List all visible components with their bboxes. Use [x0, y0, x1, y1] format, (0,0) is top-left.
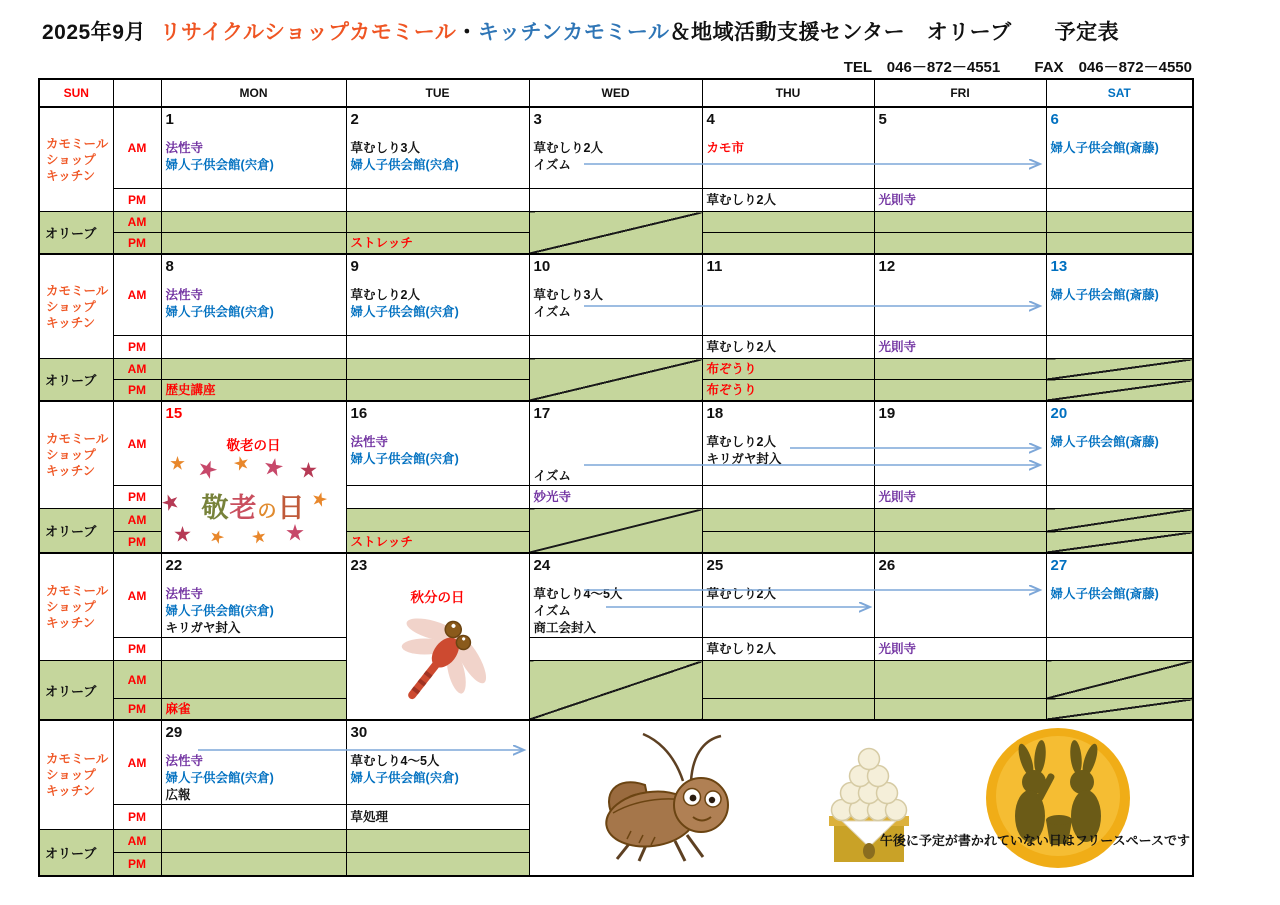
day-25-olive-pm-cell	[702, 699, 874, 721]
header-row	[39, 79, 1193, 107]
week-5-am-row	[39, 720, 1193, 805]
pm-label: PM	[113, 486, 161, 509]
day-12-pm-cell	[874, 336, 1046, 359]
day-8-olive-am-cell	[161, 359, 346, 380]
day-2-olive-pm-cell	[346, 233, 529, 255]
day-3-am-cell	[529, 107, 702, 189]
olive-pm-event: ストレッチ	[350, 535, 413, 549]
week-2-pm-row	[39, 336, 1193, 359]
am-event	[530, 451, 702, 468]
day-13-pm-cell	[1046, 336, 1193, 359]
camomile-label	[39, 720, 113, 830]
day-number: 5	[878, 111, 887, 128]
holiday-name: 秋分の日	[410, 590, 465, 605]
day-17-pm-cell	[529, 486, 702, 509]
day-number: 18	[706, 405, 724, 422]
am-event: イズム	[533, 305, 571, 319]
day-23-holiday-cell	[346, 553, 529, 720]
day-number: 15	[165, 405, 183, 422]
week-4-am-row	[39, 553, 1193, 638]
day-number: 8	[165, 258, 174, 275]
day-29-olive-pm-cell	[161, 853, 346, 877]
day-number: 25	[706, 557, 724, 574]
day-8-pm-cell	[161, 336, 346, 359]
maple-leaf-icon	[286, 524, 304, 542]
camomile-label-line: ショップ	[46, 448, 96, 462]
am-label: AM	[113, 401, 161, 486]
maple-leaf-icon	[208, 528, 226, 546]
am-event: 法性寺	[165, 141, 204, 155]
week-1-pm-row	[39, 189, 1193, 212]
pm-label: PM	[113, 805, 161, 830]
autumn-illustrations-cell	[529, 720, 1193, 876]
week-2-am-row	[39, 254, 1193, 336]
day-8-olive-pm-cell	[161, 380, 346, 402]
day-11-olive-pm-cell	[702, 380, 874, 402]
day-header-thu: THU	[702, 79, 874, 107]
am-label: AM	[113, 107, 161, 189]
day-19-olive-am-cell	[874, 509, 1046, 532]
keiro-art-char: 日	[277, 493, 306, 523]
day-17-olive-closed-cell	[529, 509, 702, 554]
pm-event: 光則寺	[878, 340, 917, 354]
day-22-pm-cell	[161, 638, 346, 661]
am-event: 草むしり2人	[706, 587, 776, 601]
day-20-olive-pm-cell	[1046, 532, 1193, 554]
pm-event: 妙光寺	[533, 490, 572, 504]
pm-event: 草むしり2人	[706, 193, 776, 207]
day-27-am-cell	[1046, 553, 1193, 638]
day-number: 11	[706, 258, 723, 275]
day-8-am-cell	[161, 254, 346, 336]
day-22-am-cell	[161, 553, 346, 638]
am-event: 法性寺	[165, 288, 204, 302]
camomile-label	[39, 254, 113, 359]
day-number: 20	[1050, 405, 1068, 422]
day-27-olive-pm-cell	[1046, 699, 1193, 721]
camomile-label-line: ショップ	[46, 152, 96, 167]
keiro-art-char: 敬	[201, 493, 230, 523]
camomile-label-line: カモミール	[46, 136, 109, 151]
pm-label: PM	[113, 638, 161, 661]
day-19-am-cell	[874, 401, 1046, 486]
am-event: イズム	[533, 604, 571, 618]
title-month: 2025年9月	[42, 21, 146, 44]
maple-leaf-icon	[300, 462, 317, 479]
day-30-pm-cell	[346, 805, 529, 830]
am-label: AM	[113, 720, 161, 805]
day-number: 1	[165, 111, 174, 128]
day-11-pm-cell	[702, 336, 874, 359]
day-10-pm-cell	[529, 336, 702, 359]
camomile-label-line: キッチン	[46, 315, 96, 330]
day-24-olive-closed-cell	[529, 661, 702, 721]
day-18-pm-cell	[702, 486, 874, 509]
day-13-olive-pm-cell	[1046, 380, 1193, 402]
day-number: 13	[1050, 258, 1068, 275]
olive-label: オリーブ	[39, 509, 113, 554]
am-event: キリガヤ封入	[706, 452, 782, 466]
am-event: 草むしり2人	[533, 141, 603, 155]
schedule-table-wrap	[38, 78, 1192, 877]
am-label: AM	[113, 661, 161, 699]
am-event: 法性寺	[165, 587, 204, 601]
am-event: 草むしり4～5人	[350, 754, 440, 768]
day-29-pm-cell	[161, 805, 346, 830]
title-kitchen: キッチンカモミール	[477, 21, 670, 44]
am-label: AM	[113, 212, 161, 233]
red-dragonfly-illustration	[347, 610, 529, 719]
day-number: 24	[533, 557, 551, 574]
day-number: 6	[1050, 111, 1059, 128]
day-18-am-cell	[702, 401, 874, 486]
olive-pm-event: ストレッチ	[350, 236, 413, 250]
am-label: AM	[113, 359, 161, 380]
day-26-pm-cell	[874, 638, 1046, 661]
pm-label: PM	[113, 189, 161, 212]
am-event: 法性寺	[350, 435, 389, 449]
day-6-olive-pm-cell	[1046, 233, 1193, 255]
day-13-am-cell	[1046, 254, 1193, 336]
olive-label: オリーブ	[39, 830, 113, 877]
maple-leaf-icon	[262, 456, 284, 478]
am-event: 婦人子供会館(斎藤)	[1050, 141, 1159, 155]
camomile-label-line: カモミール	[46, 432, 109, 446]
day-5-pm-cell	[874, 189, 1046, 212]
maple-leaf-icon	[232, 454, 250, 472]
day-number: 12	[878, 258, 896, 275]
day-17-am-cell	[529, 401, 702, 486]
day-16-am-cell	[346, 401, 529, 486]
camomile-label-line: ショップ	[46, 768, 96, 782]
day-number: 9	[350, 258, 359, 275]
day-22-olive-am-cell	[161, 661, 346, 699]
pm-label: PM	[113, 380, 161, 402]
day-10-am-cell	[529, 254, 702, 336]
maple-leaf-icon	[170, 456, 185, 471]
day-3-olive-closed-cell	[529, 212, 702, 255]
title-suffix: ＆地域活動支援センター オリーブ 予定表	[669, 21, 1120, 44]
day-27-pm-cell	[1046, 638, 1193, 661]
day-number: 3	[533, 111, 542, 128]
moon-rabbits-illustration	[982, 724, 1134, 872]
day-number: 16	[350, 405, 368, 422]
day-20-pm-cell	[1046, 486, 1193, 509]
day-30-olive-pm-cell	[346, 853, 529, 877]
camomile-label	[39, 107, 113, 212]
pm-event: 草むしり2人	[706, 642, 776, 656]
pm-label: PM	[113, 532, 161, 554]
pm-event: 光則寺	[878, 642, 917, 656]
olive-am-event: 布ぞうり	[706, 362, 757, 376]
camomile-label	[39, 401, 113, 509]
day-number: 27	[1050, 557, 1068, 574]
day-18-olive-pm-cell	[702, 532, 874, 554]
tel-number: TEL 046－872－4551	[843, 59, 1001, 76]
day-25-olive-am-cell	[702, 661, 874, 699]
day-4-pm-cell	[702, 189, 874, 212]
day-18-olive-am-cell	[702, 509, 874, 532]
day-29-am-cell	[161, 720, 346, 805]
schedule-table	[38, 78, 1194, 877]
week-1-olive-am-row	[39, 212, 1193, 233]
day-header-fri: FRI	[874, 79, 1046, 107]
camomile-label-line: カモミール	[46, 584, 109, 598]
maple-leaf-icon	[250, 529, 266, 545]
day-5-olive-am-cell	[874, 212, 1046, 233]
pm-event: 光則寺	[878, 193, 917, 207]
camomile-label	[39, 553, 113, 661]
day-11-am-cell	[702, 254, 874, 336]
day-4-olive-am-cell	[702, 212, 874, 233]
autumn-illustration-row	[530, 721, 1193, 875]
am-event: 婦人子供会館(宍倉)	[165, 604, 274, 618]
am-event: 商工会封入	[533, 621, 597, 635]
day-header-mon: MON	[161, 79, 346, 107]
olive-label: オリーブ	[39, 212, 113, 255]
week-3-am-row	[39, 401, 1193, 486]
am-label: AM	[113, 254, 161, 336]
day-9-olive-pm-cell	[346, 380, 529, 402]
day-26-am-cell	[874, 553, 1046, 638]
day-20-am-cell	[1046, 401, 1193, 486]
day-number: 2	[350, 111, 359, 128]
am-event: 草むしり3人	[533, 288, 603, 302]
day-30-am-cell	[346, 720, 529, 805]
am-event: カモ市	[706, 141, 745, 155]
am-event: 婦人子供会館(宍倉)	[165, 771, 274, 785]
day-27-olive-am-cell	[1046, 661, 1193, 699]
pm-label: PM	[113, 233, 161, 255]
day-2-am-cell	[346, 107, 529, 189]
day-header-sat: SAT	[1046, 79, 1193, 107]
keiro-art-char: の	[257, 501, 278, 522]
day-number: 10	[533, 258, 551, 275]
day-11-olive-am-cell	[702, 359, 874, 380]
am-event: 婦人子供会館(宍倉)	[350, 771, 459, 785]
am-event	[530, 434, 702, 451]
am-label: AM	[113, 830, 161, 853]
day-20-olive-am-cell	[1046, 509, 1193, 532]
camomile-label-line: キッチン	[46, 784, 96, 798]
contact-info	[814, 56, 1192, 77]
pm-label: PM	[113, 336, 161, 359]
am-event: 草むしり2人	[350, 288, 420, 302]
am-event: 婦人子供会館(宍倉)	[350, 305, 459, 319]
pm-label: PM	[113, 853, 161, 877]
week-4-olive-am-row	[39, 661, 1193, 699]
olive-label: オリーブ	[39, 661, 113, 721]
day-4-am-cell	[702, 107, 874, 189]
ampm-column-header	[113, 79, 161, 107]
olive-pm-event: 布ぞうり	[706, 383, 757, 397]
am-label: AM	[113, 509, 161, 532]
day-25-am-cell	[702, 553, 874, 638]
day-9-am-cell	[346, 254, 529, 336]
day-number: 4	[706, 111, 715, 128]
maple-leaf-icon	[174, 526, 191, 543]
keiro-art-char: 老	[229, 493, 258, 523]
day-2-olive-am-cell	[346, 212, 529, 233]
day-1-olive-pm-cell	[161, 233, 346, 255]
day-5-am-cell	[874, 107, 1046, 189]
camomile-label-line: ショップ	[46, 600, 96, 614]
camomile-label-line: キッチン	[46, 464, 96, 478]
day-2-pm-cell	[346, 189, 529, 212]
am-event: 婦人子供会館(宍倉)	[165, 305, 274, 319]
footnote: 午後に予定が書かれていない日はフリースペースです	[879, 833, 1190, 848]
am-event: キリガヤ封入	[165, 621, 241, 635]
day-19-pm-cell	[874, 486, 1046, 509]
day-22-olive-pm-cell	[161, 699, 346, 721]
am-event: 草むしり4～5人	[533, 587, 623, 601]
day-13-olive-am-cell	[1046, 359, 1193, 380]
am-event: 婦人子供会館(斎藤)	[1050, 435, 1159, 449]
am-event: 婦人子供会館(斎藤)	[1050, 288, 1159, 302]
am-event: 草むしり2人	[706, 435, 776, 449]
camomile-label-line: カモミール	[46, 752, 109, 766]
day-number: 22	[165, 557, 183, 574]
day-1-olive-am-cell	[161, 212, 346, 233]
olive-pm-event: 歴史講座	[165, 383, 216, 397]
day-1-pm-cell	[161, 189, 346, 212]
pm-label: PM	[113, 699, 161, 721]
day-number: 29	[165, 724, 183, 741]
am-event: イズム	[533, 158, 571, 172]
am-event: 法性寺	[165, 754, 204, 768]
page-title	[42, 16, 1119, 46]
day-header-sun: SUN	[39, 79, 113, 107]
day-19-olive-pm-cell	[874, 532, 1046, 554]
camomile-label-line: キッチン	[46, 616, 96, 630]
day-number: 26	[878, 557, 896, 574]
cricket-illustration	[587, 729, 757, 867]
day-5-olive-pm-cell	[874, 233, 1046, 255]
camomile-label-line: キッチン	[46, 168, 96, 183]
day-header-wed: WED	[529, 79, 702, 107]
day-25-pm-cell	[702, 638, 874, 661]
maple-leaf-icon	[195, 457, 219, 481]
am-event: 婦人子供会館(宍倉)	[165, 158, 274, 172]
day-number: 19	[878, 405, 896, 422]
day-26-olive-pm-cell	[874, 699, 1046, 721]
day-12-am-cell	[874, 254, 1046, 336]
pm-event: 光則寺	[878, 490, 917, 504]
olive-pm-event: 麻雀	[165, 702, 191, 716]
am-event: 広報	[165, 788, 191, 802]
day-number: 30	[350, 724, 368, 741]
day-9-olive-am-cell	[346, 359, 529, 380]
keiro-art-text	[162, 486, 346, 525]
pm-event: 草処理	[350, 810, 389, 824]
camomile-label-line: カモミール	[46, 283, 109, 298]
day-6-am-cell	[1046, 107, 1193, 189]
title-shop: リサイクルショップカモミール	[159, 21, 457, 44]
keiro-no-hi-illustration	[162, 456, 346, 552]
day-26-olive-am-cell	[874, 661, 1046, 699]
am-event: 婦人子供会館(宍倉)	[350, 158, 459, 172]
week-1-am-row	[39, 107, 1193, 189]
day-9-pm-cell	[346, 336, 529, 359]
day-16-olive-pm-cell	[346, 532, 529, 554]
day-24-pm-cell	[529, 638, 702, 661]
pm-event: 草むしり2人	[706, 340, 776, 354]
day-number: 23	[350, 557, 368, 574]
week-4-pm-row	[39, 638, 1193, 661]
fax-number: FAX 046－872－4550	[1034, 59, 1192, 76]
day-6-olive-am-cell	[1046, 212, 1193, 233]
day-4-olive-pm-cell	[702, 233, 874, 255]
day-12-olive-am-cell	[874, 359, 1046, 380]
am-event: 婦人子供会館(斎藤)	[1050, 587, 1159, 601]
day-29-olive-am-cell	[161, 830, 346, 853]
holiday-name: 敬老の日	[226, 438, 281, 453]
week-2-olive-am-row	[39, 359, 1193, 380]
day-16-pm-cell	[346, 486, 529, 509]
am-label: AM	[113, 553, 161, 638]
day-header-tue: TUE	[346, 79, 529, 107]
am-event: 草むしり3人	[350, 141, 420, 155]
am-event: イズム	[533, 469, 571, 483]
day-1-am-cell	[161, 107, 346, 189]
day-3-pm-cell	[529, 189, 702, 212]
day-16-olive-am-cell	[346, 509, 529, 532]
day-10-olive-closed-cell	[529, 359, 702, 402]
day-15-holiday-cell	[161, 401, 346, 553]
day-30-olive-am-cell	[346, 830, 529, 853]
day-12-olive-pm-cell	[874, 380, 1046, 402]
day-number: 17	[533, 405, 551, 422]
day-24-am-cell	[529, 553, 702, 638]
camomile-label-line: ショップ	[46, 299, 96, 314]
am-event: 婦人子供会館(宍倉)	[350, 452, 459, 466]
title-separator: ・	[456, 21, 478, 44]
olive-label: オリーブ	[39, 359, 113, 402]
day-6-pm-cell	[1046, 189, 1193, 212]
